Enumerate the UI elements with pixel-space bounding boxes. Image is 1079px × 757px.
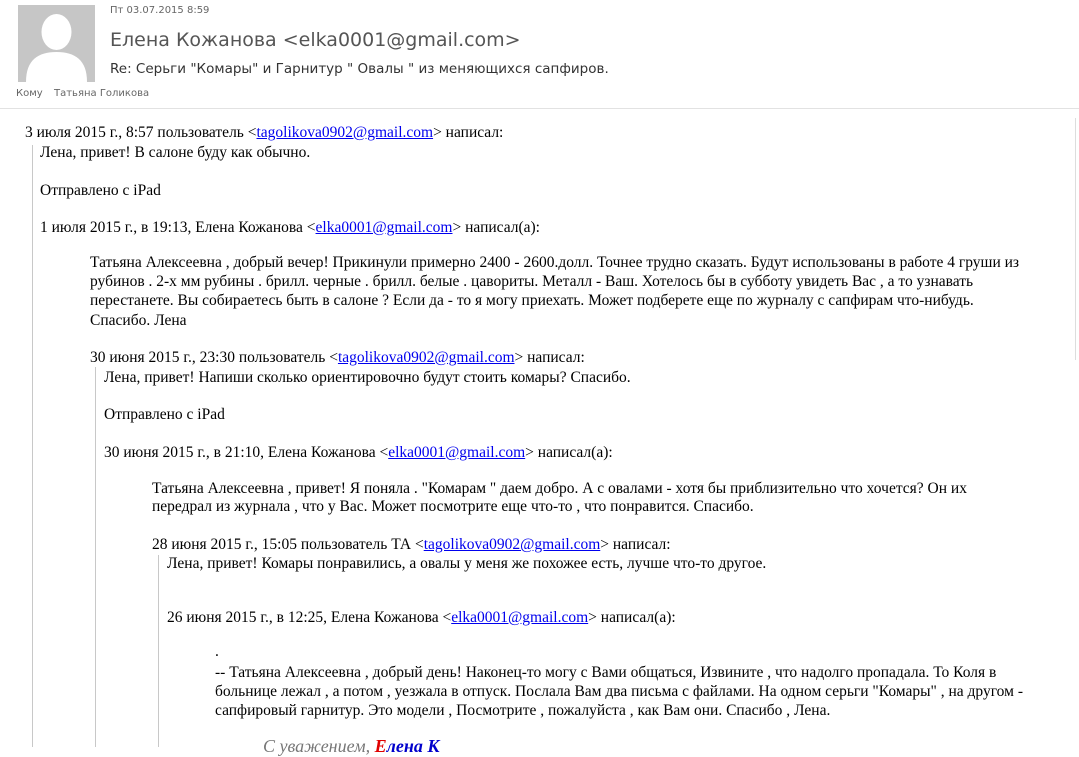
email-link[interactable]: elka0001@gmail.com — [388, 444, 526, 461]
quote-bar-1 — [32, 145, 33, 747]
message-6-dot: . — [215, 643, 219, 660]
message-subject: Re: Серьги "Комары" и Гарнитур " Овалы " из меняющихся сапфиров. — [110, 61, 609, 77]
message-2-line: Спасибо. Лена — [90, 312, 187, 329]
to-label: Кому — [16, 88, 43, 99]
message-2-line: перестанете. Вы собираетесь быть в салоне ? Если да - то я могу приехать. Может подберете еще по журналу с сапфирам что-нибудь. — [90, 292, 974, 309]
message-6-line: сапфировый гарнитур. Это модели , Посмотрите , пожалуйста , как Вам они. Спасибо , Лена. — [215, 702, 831, 719]
message-6-line: -- Татьяна Алексеевна , добрый день! Наконец-то могу с Вами общаться, Извините , что надолго пропадала. То Коля в — [215, 664, 997, 681]
message-1: Лена, привет! В салоне буду как обычно. — [40, 144, 311, 161]
quote-header-6: 26 июня 2015 г., в 12:25, Елена Кожанова <elka0001@gmail.com> написал(а): — [167, 609, 676, 626]
email-link[interactable]: elka0001@gmail.com — [315, 219, 453, 236]
message-2-line: рубинов . 2-х мм рубины . брилл. черные . брилл. белые . цавориты. Металл - Ваш. Хотелось бы в субботу увидеть Вас , а то узнавать — [90, 273, 974, 290]
to-recipient[interactable]: Татьяна Голикова — [54, 88, 150, 99]
email-link[interactable]: elka0001@gmail.com — [451, 609, 589, 626]
message-4-line: передрал из журнала , что у Вас. Может посмотрите еще что-то , что понравится. Спасибо. — [152, 498, 754, 515]
sender-avatar — [18, 5, 95, 82]
email-link[interactable]: tagolikova0902@gmail.com — [423, 536, 601, 553]
header-divider — [0, 108, 1079, 109]
signature: С уважением, Елена К — [263, 736, 440, 756]
sender-name[interactable]: Елена Кожанова <elka0001@gmail.com> — [110, 29, 521, 51]
message-date: Пт 03.07.2015 8:59 — [110, 5, 210, 16]
message-5: Лена, привет! Комары понравились, а овалы у меня же похожее есть, лучше что-то другое. — [167, 555, 767, 572]
email-link[interactable]: tagolikova0902@gmail.com — [337, 349, 515, 366]
quote-header-2: 1 июля 2015 г., в 19:13, Елена Кожанова <elka0001@gmail.com> написал(а): — [40, 219, 540, 236]
quote-header-5: 28 июня 2015 г., 15:05 пользователь ТА <tagolikova0902@gmail.com> написал: — [152, 536, 671, 553]
message-6-line: больнице лежал , а потом , уезжала в отпуск. Послала Вам два письма с файлами. На одном серьги "Комары" , на другом - — [215, 683, 1023, 700]
quote-header-1: 3 июля 2015 г., 8:57 пользователь <tagolikova0902@gmail.com> написал: — [25, 124, 504, 141]
quote-bar-3 — [158, 555, 159, 747]
sent-from-ipad: Отправлено с iPad — [104, 406, 225, 423]
message-4-line: Татьяна Алексеевна , привет! Я поняла . "Комарам " даем добро. А с овалами - хотя бы приблизительно что хочется? Он их — [152, 480, 967, 497]
sent-from-ipad: Отправлено с iPad — [40, 182, 161, 199]
message-2-line: Татьяна Алексеевна , добрый вечер! Прикинули примерно 2400 - 2600.долл. Точнее трудно сказать. Будут использованы в работе 4 груши из — [90, 254, 1020, 271]
person-silhouette-icon — [18, 5, 95, 82]
message-3: Лена, привет! Напиши сколько ориентировочно будут стоить комары? Спасибо. — [104, 369, 631, 386]
email-link[interactable]: tagolikova0902@gmail.com — [256, 124, 434, 141]
right-border — [1075, 118, 1076, 360]
quote-bar-2 — [95, 367, 96, 747]
quote-header-3: 30 июня 2015 г., 23:30 пользователь <tagolikova0902@gmail.com> написал: — [90, 349, 585, 366]
quote-header-4: 30 июня 2015 г., в 21:10, Елена Кожанова <elka0001@gmail.com> написал(а): — [104, 444, 613, 461]
